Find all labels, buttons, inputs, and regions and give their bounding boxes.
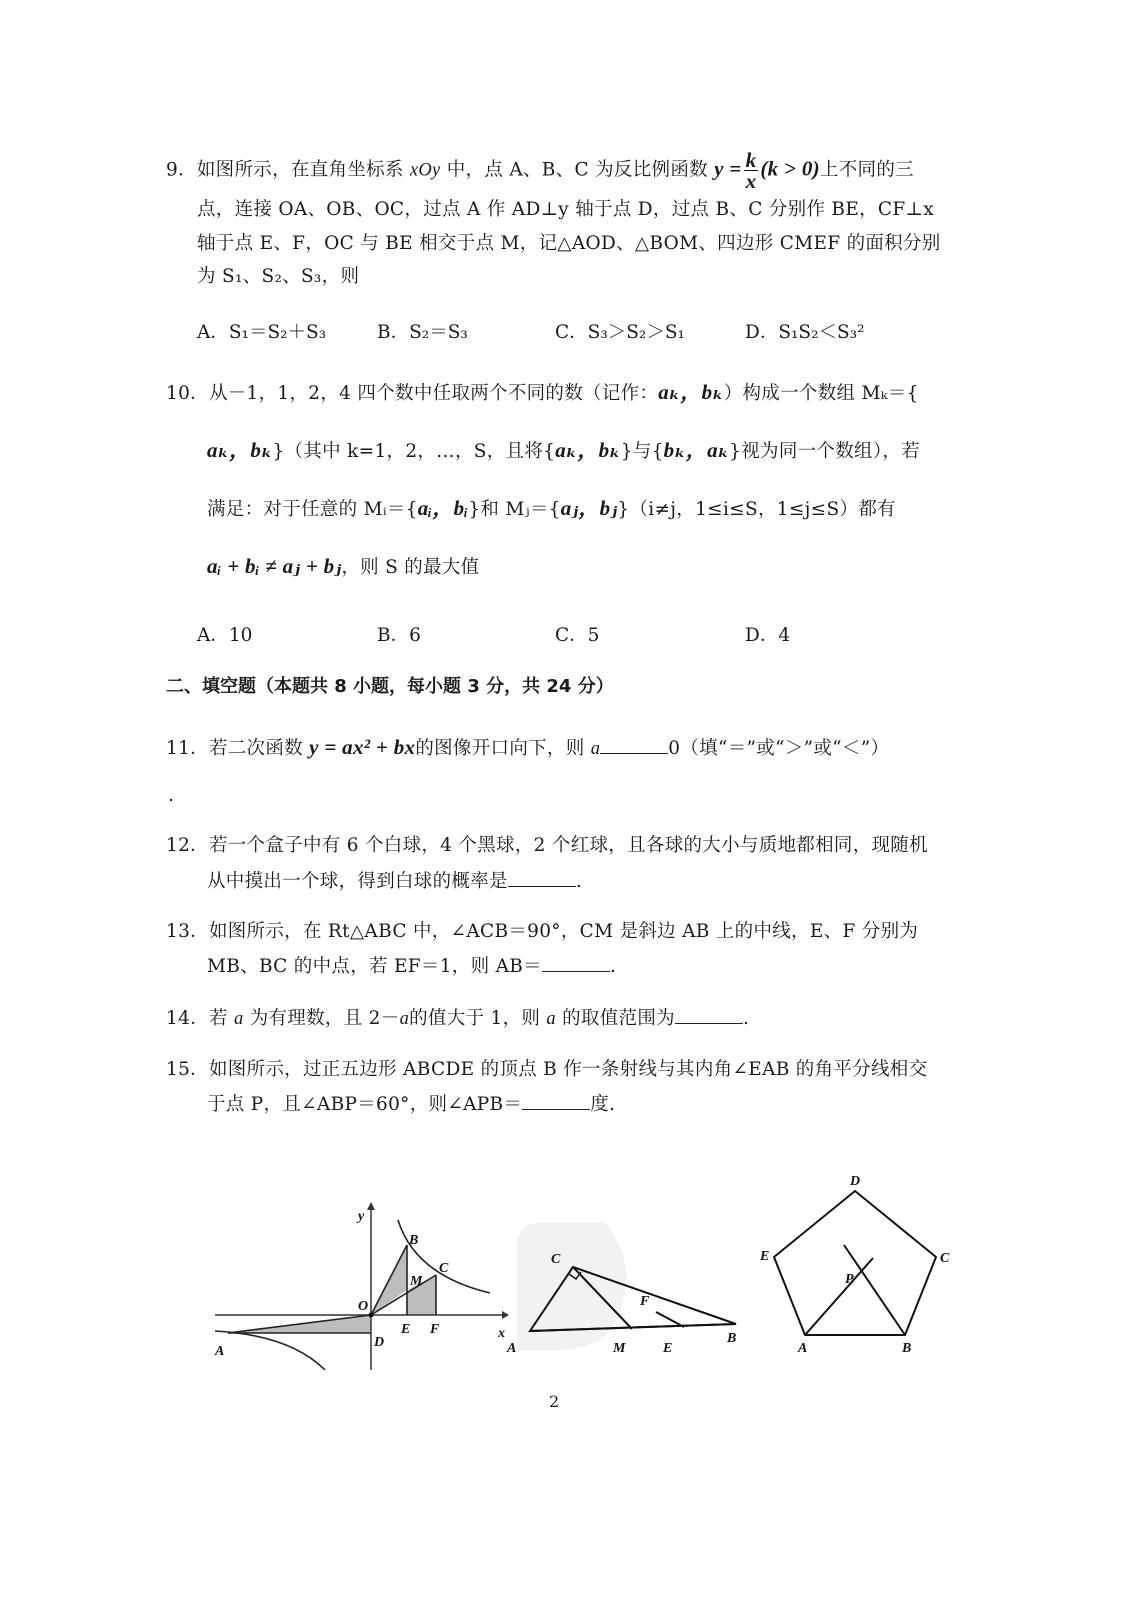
q15-text: 于点 P，且∠ABP＝60°，则∠APB＝	[207, 1094, 523, 1115]
angle-bisector-a	[805, 1258, 873, 1335]
q9-fraction	[744, 150, 759, 191]
q9-option-c[interactable]	[555, 318, 685, 344]
label-a: A	[798, 1341, 808, 1356]
ray-bp	[844, 1245, 905, 1335]
hyperbola-branch-left	[215, 1331, 325, 1370]
q12-text: .	[575, 871, 582, 892]
q13-line2	[207, 953, 616, 979]
q12-number: 12．	[166, 835, 209, 856]
q11-var: a	[590, 739, 601, 759]
label-a: A	[507, 1341, 517, 1356]
q13-text: 如图所示，在 Rt△ABC 中，∠ACB＝90°，CM 是斜边 AB 上的中线，E、F 分别为	[208, 921, 919, 942]
q9-option-a[interactable]	[197, 318, 326, 344]
q10-option-d[interactable]	[745, 621, 790, 647]
label-f: F	[430, 1322, 440, 1337]
option-text: S₂＝S₃	[409, 322, 468, 343]
q12-line2	[207, 868, 582, 894]
q10-text: }与{	[620, 441, 664, 462]
label-c: C	[551, 1252, 561, 1267]
label-e: E	[760, 1249, 770, 1264]
y-axis-arrow-icon	[367, 1202, 375, 1210]
label-e: E	[401, 1322, 411, 1337]
q10-option-a[interactable]	[197, 621, 252, 647]
q14-number: 14．	[166, 1008, 209, 1029]
option-label: D．	[745, 322, 779, 343]
option-label: C．	[555, 625, 588, 646]
q15-text: 如图所示，过正五边形 ABCDE 的顶点 B 作一条射线与其内角∠EAB 的角平分线相交	[208, 1059, 928, 1080]
option-text: S₁S₂＜S₃²	[778, 322, 865, 343]
q11-text: 若二次函数	[208, 738, 303, 759]
label-c: C	[439, 1261, 449, 1276]
label-p: P	[845, 1272, 854, 1287]
q15-number: 15．	[166, 1059, 209, 1080]
q10-pair: aₖ，bₖ	[555, 438, 621, 462]
q9-fraction-num: k	[745, 148, 757, 172]
q13-line1	[166, 920, 918, 944]
q15-answer-blank[interactable]	[522, 1091, 590, 1110]
q9-line2: 点，连接 OA、OB、OC，过点 A 作 AD⊥y 轴于点 D，过点 B、C 分别作 BE，CF⊥x	[197, 199, 934, 220]
q14-var: a	[399, 1009, 410, 1029]
label-x: x	[498, 1326, 505, 1341]
label-b: B	[902, 1341, 912, 1356]
q10-text: }（i≠j，1≤i≤S，1≤j≤S）都有	[617, 499, 896, 520]
figure-coordinate-plane	[200, 1170, 510, 1370]
label-d: D	[850, 1174, 861, 1189]
q10-pair: aₖ，bₖ	[658, 380, 724, 404]
q10-option-c[interactable]	[555, 621, 599, 647]
q9-line1	[166, 150, 914, 191]
q14-text: .	[742, 1008, 750, 1029]
q9-option-b[interactable]	[377, 318, 468, 344]
label-b: B	[727, 1331, 737, 1346]
q11-text: 0（填“＝”或“＞”或“＜”）	[668, 738, 890, 759]
label-c: C	[940, 1251, 950, 1266]
segment-ef	[656, 1312, 684, 1327]
q9-xoy: xOy	[409, 160, 441, 181]
q9-formula-cond: (k > 0)	[760, 156, 820, 181]
q10-text: 从－1，1，2，4 四个数中任取两个不同的数（记作：	[208, 383, 659, 404]
label-d: D	[374, 1335, 385, 1350]
q10-pair: aₖ，bₖ	[207, 438, 273, 462]
option-label: A．	[197, 625, 229, 646]
q13-text: MB、BC 的中点，若 EF＝1，则 AB＝	[207, 956, 542, 977]
q10-text: ）构成一个数组 Mₖ＝{	[723, 383, 919, 404]
q10-line2	[207, 438, 920, 464]
q10-text: }视为同一个数组），若	[729, 441, 920, 462]
option-text: 10	[228, 625, 253, 646]
option-label: A．	[197, 322, 229, 343]
label-y: y	[358, 1209, 365, 1224]
option-label: B．	[377, 322, 410, 343]
label-m: M	[410, 1274, 423, 1289]
figure-pentagon	[740, 1140, 950, 1360]
q10-pair: bₖ，aₖ	[663, 438, 730, 462]
q14-text: 若	[208, 1008, 228, 1029]
q9-text: 上不同的三	[819, 159, 914, 181]
q10-line1	[166, 380, 919, 406]
q15-line1	[166, 1058, 927, 1082]
option-label: B．	[377, 625, 410, 646]
q14-text: 的值大于 1，则	[409, 1008, 541, 1029]
q10-number: 10．	[166, 383, 209, 404]
option-text: 4	[778, 625, 791, 646]
q12-text: 从中摸出一个球，得到白球的概率是	[207, 871, 508, 892]
q9-number: 9．	[166, 159, 197, 181]
q14-line	[166, 1005, 749, 1031]
figure-right-triangle	[495, 1200, 745, 1360]
q15-line2	[207, 1091, 615, 1117]
q14-var: a	[233, 1009, 244, 1029]
q9-option-d[interactable]	[745, 318, 865, 344]
option-label: D．	[745, 625, 779, 646]
q14-text: 为有理数，且 2－	[249, 1008, 400, 1029]
section-heading-fill-in: 二、填空题（本题共 8 小题，每小题 3 分，共 24 分）	[166, 676, 614, 697]
q10-pair: aⱼ，bⱼ	[560, 496, 618, 520]
q10-text: }和 Mⱼ＝{	[468, 499, 561, 520]
q10-expression: aᵢ + bᵢ ≠ aⱼ + bⱼ	[207, 554, 342, 578]
q14-var: a	[546, 1009, 556, 1029]
origin-point	[369, 1313, 374, 1318]
q10-text: ，则 S 的最大值	[341, 557, 480, 578]
q12-text: 若一个盒子中有 6 个白球，4 个黑球，2 个红球，且各球的大小与质地都相同，现随机	[208, 835, 928, 856]
q13-number: 13．	[166, 921, 209, 942]
q13-answer-blank[interactable]	[542, 953, 610, 972]
q12-answer-blank[interactable]	[508, 868, 576, 887]
label-e: E	[663, 1341, 673, 1356]
q13-text: .	[609, 956, 617, 977]
option-text: S₃＞S₂＞S₁	[587, 322, 685, 343]
q9-formula-lhs: y =	[714, 156, 742, 181]
q11-trailing-period: .	[168, 785, 175, 806]
q14-answer-blank[interactable]	[675, 1005, 743, 1024]
label-m: M	[613, 1341, 626, 1356]
q14-text: 的取值范围为	[562, 1008, 675, 1029]
q9-text: 中，点 A、B、C 为反比例函数	[446, 159, 708, 181]
label-a: A	[215, 1344, 225, 1359]
q10-option-b[interactable]	[377, 621, 421, 647]
option-text: 5	[587, 625, 600, 646]
q11-line	[166, 735, 889, 761]
q10-pair: aᵢ，bᵢ	[417, 496, 469, 520]
q9-fraction-den: x	[745, 169, 757, 193]
q10-text: }（其中 k=1，2，…，S，且将{	[272, 441, 556, 462]
q9-text: 如图所示，在直角坐标系	[196, 159, 404, 181]
q15-text: 度.	[590, 1094, 616, 1115]
q10-line3	[207, 496, 896, 522]
q10-line4	[207, 554, 479, 580]
q12-line1	[166, 834, 928, 858]
q9-line3: 轴于点 E、F，OC 与 BE 相交于点 M，记△AOD、△BOM、四边形 CMEF 的面积分别	[197, 233, 941, 254]
page-number: 2	[549, 1392, 560, 1411]
q9-line4: 为 S₁、S₂、S₃，则	[197, 266, 360, 287]
label-f: F	[640, 1294, 650, 1309]
q10-text: 满足：对于任意的 Mᵢ＝{	[207, 499, 418, 520]
label-o: O	[358, 1299, 369, 1314]
q11-answer-blank[interactable]	[600, 735, 668, 754]
q11-formula: y = ax² + bx	[309, 735, 416, 759]
q11-number: 11．	[166, 738, 209, 759]
option-text: 6	[409, 625, 421, 646]
option-label: C．	[555, 322, 588, 343]
q11-text: 的图像开口向下，则	[415, 738, 585, 759]
option-text: S₁＝S₂＋S₃	[228, 322, 327, 343]
label-b: B	[409, 1233, 419, 1248]
